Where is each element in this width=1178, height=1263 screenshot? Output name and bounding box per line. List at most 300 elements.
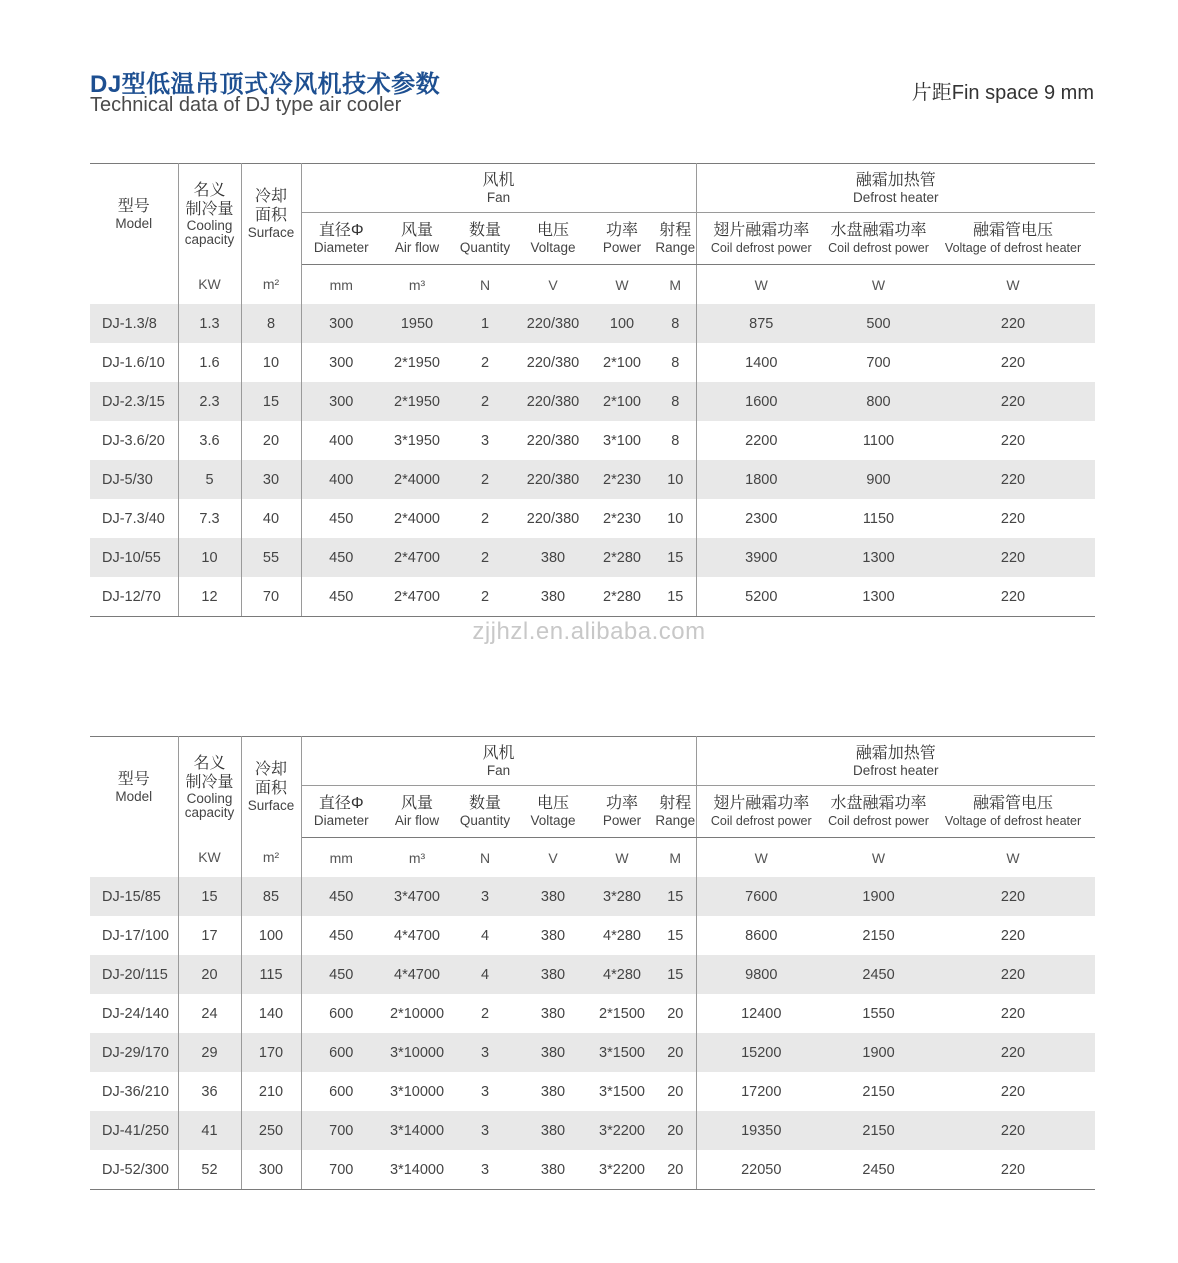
header-cooling-cn2: 制冷量 [185, 774, 234, 792]
value-cell: 220 [931, 1150, 1095, 1190]
unit-cell: KW [178, 838, 241, 878]
header-cooling-en1: Cooling [186, 791, 233, 807]
value-cell: 17 [178, 916, 241, 955]
value-cell: 29 [178, 1033, 241, 1072]
value-cell: 1300 [826, 538, 931, 577]
value-cell: 100 [241, 916, 301, 955]
value-cell: 4*4700 [394, 927, 440, 944]
header-defrost-en: Defrost heater [853, 762, 939, 778]
table-row [90, 1033, 1095, 1072]
value-cell: 220/380 [517, 304, 589, 343]
value-cell: 2*1950 [381, 382, 453, 421]
value-cell: 2 [480, 354, 490, 371]
header-diameter-en: Diameter [313, 240, 369, 255]
model-cell: DJ-52/300 [90, 1150, 178, 1190]
value-cell: 2*230 [589, 460, 655, 499]
value-cell: 3.6 [178, 421, 241, 460]
value-cell: 3 [480, 1083, 490, 1100]
header-power-en: Power [602, 240, 642, 255]
value-cell: 220/380 [526, 432, 580, 449]
unit-cell: N [479, 276, 491, 293]
unit-cell: mm [329, 849, 353, 866]
header-airflow-cn: 风量 [400, 222, 433, 239]
value-cell: 220 [931, 304, 1095, 343]
value-cell: 400 [301, 460, 381, 499]
header-defrost-group [696, 737, 1095, 786]
model-cell: DJ-41/250 [90, 1111, 178, 1150]
header-quantity-cn: 数量 [468, 795, 501, 812]
value-cell: 2*1950 [394, 354, 440, 371]
value-cell: 1.3 [178, 304, 241, 343]
value-cell: 220 [931, 877, 1095, 916]
value-cell: 4 [480, 927, 490, 944]
table-row [90, 382, 1095, 421]
table-row [90, 916, 1095, 955]
header-heater-voltage-en: Voltage of defrost heater [944, 241, 1082, 255]
value-cell: 22050 [696, 1150, 826, 1190]
header-surface [241, 164, 301, 265]
unit-cell: W [615, 849, 629, 866]
value-cell: 55 [241, 538, 301, 577]
value-cell: 220 [931, 577, 1095, 617]
value-cell: 5200 [696, 577, 826, 617]
value-cell: 10 [178, 538, 241, 577]
header-range-en: Range [655, 240, 696, 255]
header-heater-voltage-cn: 融霜管电压 [973, 222, 1054, 239]
value-cell: 15200 [696, 1033, 826, 1072]
model-cell: DJ-2.3/15 [90, 382, 178, 421]
header-model [90, 164, 178, 265]
header-diameter [301, 213, 381, 265]
header-voltage-en: Voltage [530, 240, 576, 255]
header-cooling-capacity [178, 737, 241, 838]
table-row [90, 994, 1095, 1033]
table-body [90, 265, 1095, 617]
value-cell: 4*280 [603, 927, 641, 944]
value-cell: 220/380 [526, 510, 580, 527]
header-voltage [517, 213, 589, 265]
value-cell: 2 [453, 577, 517, 617]
value-cell: 3*100 [603, 432, 641, 449]
value-cell: 300 [329, 354, 354, 371]
model-cell: DJ-12/70 [90, 577, 178, 617]
value-cell: 100 [589, 304, 655, 343]
value-cell: 380 [517, 1150, 589, 1190]
value-cell: 900 [826, 460, 931, 499]
value-cell: 220 [931, 1111, 1095, 1150]
value-cell: 2 [480, 510, 490, 527]
unit-cell: m² [241, 265, 301, 305]
value-cell: 4 [453, 955, 517, 994]
value-cell: 2*4000 [381, 460, 453, 499]
model-cell: DJ-36/210 [90, 1072, 178, 1111]
value-cell: 220 [1000, 510, 1026, 527]
header-power-cn: 功率 [605, 795, 638, 812]
table-row [90, 1072, 1095, 1111]
unit-cell [90, 265, 178, 305]
value-cell: 8 [241, 304, 301, 343]
value-cell: 3*14000 [381, 1150, 453, 1190]
model-cell: DJ-15/85 [90, 877, 178, 916]
model-cell: DJ-17/100 [90, 916, 178, 955]
value-cell: 2 [480, 1005, 490, 1022]
header-fan-en: Fan [486, 762, 511, 778]
value-cell: 380 [540, 1083, 566, 1100]
value-cell: 220 [931, 460, 1095, 499]
table-row [90, 1111, 1095, 1150]
value-cell: 500 [826, 304, 931, 343]
value-cell: 2*4700 [381, 538, 453, 577]
table-row [90, 460, 1095, 499]
value-cell: 41 [178, 1111, 241, 1150]
value-cell: 20 [655, 1150, 696, 1190]
value-cell: 30 [241, 460, 301, 499]
header-voltage-en: Voltage [530, 813, 576, 828]
value-cell: 15 [655, 577, 696, 617]
header-coil-defrost-en: Coil defrost power [710, 814, 812, 828]
header-range [655, 786, 696, 838]
value-cell: 15 [655, 916, 696, 955]
header-power [589, 786, 655, 838]
header-cooling-en2: capacity [184, 805, 235, 821]
unit-cell: KW [178, 265, 241, 305]
value-cell: 40 [241, 499, 301, 538]
value-cell: 3 [453, 1033, 517, 1072]
header-fan-group [301, 164, 696, 213]
header-coil-defrost-cn: 翅片融霜功率 [713, 795, 810, 812]
table-row [90, 577, 1095, 617]
header-model [90, 737, 178, 838]
value-cell: 450 [301, 538, 381, 577]
header-cooling-cn2: 制冷量 [185, 201, 234, 219]
header-coil-defrost-cn: 翅片融霜功率 [713, 222, 810, 239]
value-cell: 7600 [696, 877, 826, 916]
value-cell: 220/380 [517, 460, 589, 499]
header-voltage-cn: 电压 [536, 222, 569, 239]
header-range [655, 213, 696, 265]
value-cell: 3*2200 [589, 1150, 655, 1190]
unit-cell: W [871, 849, 886, 866]
unit-cell: W [871, 276, 886, 293]
value-cell: 15 [655, 877, 696, 916]
value-cell: 3*4700 [381, 877, 453, 916]
header-quantity-en: Quantity [459, 813, 511, 828]
value-cell: 380 [517, 955, 589, 994]
value-cell: 20 [655, 1033, 696, 1072]
value-cell: 450 [301, 877, 381, 916]
model-cell: DJ-29/170 [90, 1033, 178, 1072]
value-cell: 700 [866, 354, 891, 371]
value-cell: 10 [241, 343, 301, 382]
table-row [90, 343, 1095, 382]
header-airflow-en: Air flow [394, 240, 440, 255]
value-cell: 250 [241, 1111, 301, 1150]
value-cell: 3*2200 [589, 1111, 655, 1150]
value-cell: 17200 [741, 1083, 782, 1100]
value-cell: 1950 [381, 304, 453, 343]
value-cell: 9800 [696, 955, 826, 994]
value-cell: 3 [480, 432, 490, 449]
value-cell: 2*1500 [599, 1005, 645, 1022]
value-cell: 3*10000 [389, 1083, 445, 1100]
value-cell: 220 [1000, 1005, 1026, 1022]
model-cell: DJ-10/55 [90, 538, 178, 577]
value-cell: 20 [655, 994, 696, 1033]
value-cell: 2 [453, 538, 517, 577]
header-range-cn: 射程 [659, 795, 692, 812]
spec-table-1 [90, 163, 1095, 617]
value-cell: 2450 [826, 955, 931, 994]
value-cell: 380 [517, 577, 589, 617]
value-cell: 2*4000 [394, 510, 440, 527]
model-cell: DJ-7.3/40 [90, 499, 178, 538]
table-row [90, 421, 1095, 460]
value-cell: 2*10000 [389, 1005, 445, 1022]
table-row [90, 1150, 1095, 1190]
header-heater-voltage-cn: 融霜管电压 [973, 795, 1054, 812]
value-cell: 3*280 [589, 877, 655, 916]
value-cell: 600 [329, 1083, 354, 1100]
value-cell: 220 [1000, 1083, 1026, 1100]
value-cell: 210 [241, 1072, 301, 1111]
value-cell: 1400 [745, 354, 778, 371]
value-cell: 220/380 [517, 382, 589, 421]
header-power [589, 213, 655, 265]
header-air-flow [381, 786, 453, 838]
value-cell: 15 [655, 538, 696, 577]
value-cell: 2 [453, 382, 517, 421]
table-row [90, 304, 1095, 343]
header-diameter [301, 786, 381, 838]
unit-cell: N [479, 849, 491, 866]
unit-cell: m³ [408, 849, 426, 866]
value-cell: 2*230 [603, 510, 641, 527]
value-cell: 8 [655, 304, 696, 343]
value-cell: 220 [1000, 354, 1026, 371]
header-cooling-cn1: 名义 [193, 182, 226, 200]
value-cell: 3*1950 [394, 432, 440, 449]
unit-cell: V [548, 849, 558, 866]
table-row [90, 877, 1095, 916]
model-cell: DJ-1.6/10 [90, 343, 178, 382]
value-cell: 12400 [741, 1005, 782, 1022]
header-cooling-cn1: 名义 [193, 755, 226, 773]
value-cell: 450 [329, 510, 354, 527]
value-cell: 3900 [696, 538, 826, 577]
value-cell: 2*100 [603, 354, 641, 371]
header-diameter-cn: 直径Φ [318, 795, 364, 812]
header-diameter-cn: 直径Φ [318, 222, 364, 239]
value-cell: 15 [178, 877, 241, 916]
value-cell: 2450 [826, 1150, 931, 1190]
value-cell: 2*280 [589, 538, 655, 577]
header-diameter-en: Diameter [313, 813, 369, 828]
value-cell: 3*1500 [589, 1033, 655, 1072]
model-cell: DJ-5/30 [90, 460, 178, 499]
header-airflow-en: Air flow [394, 813, 440, 828]
table-header [90, 737, 1095, 838]
value-cell: 380 [540, 927, 566, 944]
header-heater-voltage [931, 213, 1095, 265]
value-cell: 2300 [745, 510, 778, 527]
value-cell: 2*100 [589, 382, 655, 421]
unit-cell: V [548, 276, 558, 293]
value-cell: 3*14000 [381, 1111, 453, 1150]
value-cell: 3*1500 [599, 1083, 645, 1100]
value-cell: 140 [241, 994, 301, 1033]
header-voltage-cn: 电压 [536, 795, 569, 812]
header-quantity [453, 213, 517, 265]
value-cell: 2150 [826, 1111, 931, 1150]
value-cell: 85 [241, 877, 301, 916]
value-cell: 3 [453, 1111, 517, 1150]
value-cell: 380 [540, 1005, 566, 1022]
unit-cell: M [655, 838, 696, 878]
unit-cell: W [1006, 849, 1020, 866]
value-cell: 450 [301, 955, 381, 994]
value-cell: 300 [301, 382, 381, 421]
header-power-cn: 功率 [605, 222, 638, 239]
header-heater-voltage [931, 786, 1095, 838]
header-model-cn: 型号 [117, 770, 150, 788]
value-cell: 3*10000 [381, 1033, 453, 1072]
unit-cell: m³ [408, 276, 426, 293]
value-cell: 220 [1000, 927, 1026, 944]
value-cell: 450 [329, 927, 354, 944]
value-cell: 2200 [745, 432, 778, 449]
model-cell: DJ-1.3/8 [90, 304, 178, 343]
value-cell: 20 [655, 1072, 696, 1111]
value-cell: 2*280 [589, 577, 655, 617]
header-airflow-cn: 风量 [400, 795, 433, 812]
value-cell: 52 [178, 1150, 241, 1190]
value-cell: 7.3 [178, 499, 241, 538]
value-cell: 700 [301, 1150, 381, 1190]
header-surface-en: Surface [247, 798, 295, 814]
value-cell: 450 [301, 577, 381, 617]
value-cell: 1150 [862, 510, 895, 527]
unit-cell: W [1006, 276, 1020, 293]
value-cell: 1550 [862, 1005, 895, 1022]
value-cell: 20 [178, 955, 241, 994]
unit-cell [90, 838, 178, 878]
value-cell: 220/380 [526, 354, 580, 371]
value-cell: 1.6 [178, 343, 241, 382]
value-cell: 20 [241, 421, 301, 460]
value-cell: 220 [931, 382, 1095, 421]
unit-cell: W [615, 276, 629, 293]
header-fan-cn: 风机 [482, 171, 515, 189]
unit-cell: M [655, 265, 696, 305]
value-cell: 24 [178, 994, 241, 1033]
header-tray-defrost-cn: 水盘融霜功率 [830, 222, 927, 239]
header-tray-defrost-cn: 水盘融霜功率 [830, 795, 927, 812]
value-cell: 8 [655, 382, 696, 421]
value-cell: 36 [178, 1072, 241, 1111]
header-fan-cn: 风机 [482, 744, 515, 762]
header-tray-defrost-en: Coil defrost power [828, 241, 929, 255]
value-cell: 2150 [862, 1083, 895, 1100]
header-surface [241, 737, 301, 838]
value-cell: 8600 [745, 927, 778, 944]
value-cell: 700 [301, 1111, 381, 1150]
table-header [90, 164, 1095, 265]
header-quantity-cn: 数量 [468, 222, 501, 239]
value-cell: 3 [453, 877, 517, 916]
header-tray-defrost-power [826, 786, 931, 838]
value-cell: 3 [453, 1150, 517, 1190]
value-cell: 380 [517, 877, 589, 916]
value-cell: 4*4700 [381, 955, 453, 994]
value-cell: 2150 [862, 927, 895, 944]
value-cell: 10 [655, 499, 696, 538]
header-cooling-capacity [178, 164, 241, 265]
page-subtitle: Technical data of DJ type air cooler [90, 94, 402, 116]
header-voltage [517, 786, 589, 838]
value-cell: 12 [178, 577, 241, 617]
value-cell: 400 [329, 432, 354, 449]
header-coil-defrost-en: Coil defrost power [710, 241, 812, 255]
header-heater-voltage-en: Voltage of defrost heater [944, 814, 1082, 828]
value-cell: 220 [931, 955, 1095, 994]
header-defrost-en: Defrost heater [853, 189, 939, 205]
value-cell: 19350 [696, 1111, 826, 1150]
value-cell: 8 [655, 421, 696, 460]
unit-cell: W [754, 849, 768, 866]
header-power-en: Power [602, 813, 642, 828]
value-cell: 15 [241, 382, 301, 421]
header-air-flow [381, 213, 453, 265]
header-surface-cn2: 面积 [254, 780, 287, 798]
value-cell: 4*280 [589, 955, 655, 994]
header-cooling-en1: Cooling [186, 218, 233, 234]
page-title: DJ型低温吊顶式冷风机技术参数 [90, 71, 441, 98]
header-model-en: Model [115, 788, 153, 804]
value-cell: 15 [655, 955, 696, 994]
header-surface-en: Surface [247, 225, 295, 241]
table-row [90, 955, 1095, 994]
header-surface-cn1: 冷却 [254, 761, 287, 779]
value-cell: 2*4700 [381, 577, 453, 617]
table-body [90, 838, 1095, 1190]
value-cell: 800 [826, 382, 931, 421]
value-cell: 300 [301, 304, 381, 343]
value-cell: 10 [655, 460, 696, 499]
header-model-en: Model [115, 215, 153, 231]
value-cell: 600 [329, 1005, 354, 1022]
header-coil-defrost-power [696, 213, 826, 265]
units-row [90, 265, 1095, 305]
table-row [90, 499, 1095, 538]
model-cell: DJ-3.6/20 [90, 421, 178, 460]
header-defrost-group [696, 164, 1095, 213]
value-cell: 380 [517, 538, 589, 577]
unit-cell: W [754, 276, 768, 293]
value-cell: 220 [1000, 432, 1026, 449]
value-cell: 5 [178, 460, 241, 499]
header-fan-en: Fan [486, 189, 511, 205]
value-cell: 300 [241, 1150, 301, 1190]
value-cell: 170 [241, 1033, 301, 1072]
value-cell: 380 [517, 1111, 589, 1150]
value-cell: 70 [241, 577, 301, 617]
value-cell: 1100 [862, 432, 895, 449]
model-cell: DJ-20/115 [90, 955, 178, 994]
header-range-en: Range [655, 813, 696, 828]
header-defrost-cn: 融霜加热管 [855, 744, 936, 762]
header-fan-group [301, 737, 696, 786]
value-cell: 2 [453, 460, 517, 499]
